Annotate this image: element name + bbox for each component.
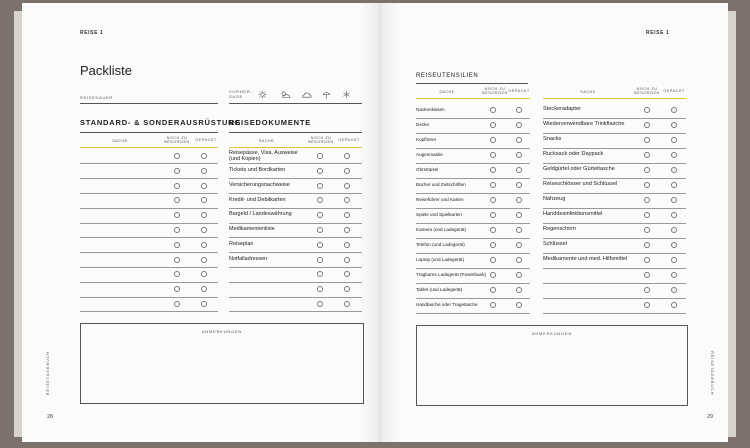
row-divider	[80, 252, 218, 253]
item-label: Reiseführer und Karten	[416, 196, 464, 202]
item-label: Spiele und Spielkarten	[416, 211, 462, 217]
row-divider	[80, 267, 218, 268]
item-label: Regenschirm	[543, 226, 576, 233]
row-divider	[543, 163, 686, 164]
row-divider	[229, 267, 362, 268]
checkbox-noch-zu-besorgen[interactable]	[174, 197, 180, 203]
checkbox-gepackt[interactable]	[516, 122, 522, 128]
row-divider	[543, 313, 686, 314]
row-divider	[416, 313, 530, 314]
side-label: REISETAGEBUCH	[710, 351, 715, 396]
checkbox-gepackt[interactable]	[344, 212, 350, 218]
section-title-utensils: REISEUTENSILIEN	[416, 73, 479, 79]
checkbox-noch-zu-besorgen[interactable]	[490, 212, 496, 218]
checkbox-gepackt[interactable]	[671, 227, 677, 233]
column-header-gepackt: GEPACKT	[195, 138, 217, 142]
checkbox-gepackt[interactable]	[201, 286, 207, 292]
checkbox-gepackt[interactable]	[671, 167, 677, 173]
checkbox-noch-zu-besorgen[interactable]	[317, 153, 323, 159]
checkbox-noch-zu-besorgen[interactable]	[490, 242, 496, 248]
item-label: Ohrstöpsel	[416, 166, 439, 172]
item-label: Kredit- und Debitkarten	[229, 196, 286, 203]
checkbox-gepackt[interactable]	[344, 227, 350, 233]
item-label: Geldgürtel oder Gürteltasche	[543, 166, 615, 173]
row-divider	[416, 133, 530, 134]
column-header-noch-zu-besorgen: NOCH ZU BESORGEN	[164, 136, 190, 144]
open-book	[8, 3, 742, 442]
item-label: Rucksack oder Daypack	[543, 151, 604, 158]
column-header-noch-zu-besorgen: NOCH ZU BESORGEN	[308, 136, 334, 144]
item-label: Handtasche oder Tragetasche	[416, 301, 478, 307]
sun-icon	[258, 90, 267, 99]
row-divider	[229, 237, 362, 238]
row-divider	[416, 268, 530, 269]
row-divider	[416, 118, 530, 119]
item-label: Handdesinfektionsmittel	[543, 211, 603, 218]
reisedauer-label: REISEDAUER	[80, 95, 114, 100]
checkbox-noch-zu-besorgen[interactable]	[644, 227, 650, 233]
section-rule	[416, 83, 528, 84]
checkbox-noch-zu-besorgen[interactable]	[644, 287, 650, 293]
row-divider	[80, 193, 218, 194]
item-label: Decke	[416, 121, 430, 127]
item-label: Notfalladressen	[229, 255, 268, 262]
page-edges-left	[14, 11, 22, 437]
section-rule	[229, 132, 362, 133]
snowflake-icon	[342, 90, 351, 99]
row-divider	[229, 193, 362, 194]
checkbox-noch-zu-besorgen[interactable]	[644, 257, 650, 263]
checkbox-gepackt[interactable]	[344, 153, 350, 159]
checkbox-noch-zu-besorgen[interactable]	[174, 242, 180, 248]
item-label: Laptop (und Ladegerät)	[416, 256, 465, 262]
row-divider	[543, 238, 686, 239]
checkbox-noch-zu-besorgen[interactable]	[174, 286, 180, 292]
checkbox-noch-zu-besorgen[interactable]	[490, 137, 496, 143]
checkbox-gepackt[interactable]	[201, 271, 207, 277]
checkbox-noch-zu-besorgen[interactable]	[317, 197, 323, 203]
notes-label: ANMERKUNGEN	[531, 331, 573, 336]
checkbox-noch-zu-besorgen[interactable]	[644, 152, 650, 158]
row-divider	[80, 208, 218, 209]
column-header-sache: SACHE	[112, 139, 128, 143]
notes-box[interactable]	[80, 323, 364, 404]
row-divider	[543, 193, 686, 194]
row-divider	[229, 252, 362, 253]
section-rule	[80, 132, 218, 133]
checkbox-noch-zu-besorgen[interactable]	[174, 212, 180, 218]
left-page	[22, 3, 380, 442]
checkbox-gepackt[interactable]	[516, 197, 522, 203]
checkbox-gepackt[interactable]	[516, 227, 522, 233]
weather-label: VORHER- SAGE	[229, 89, 253, 99]
checkbox-noch-zu-besorgen[interactable]	[174, 257, 180, 263]
checkbox-gepackt[interactable]	[344, 183, 350, 189]
row-divider	[416, 193, 530, 194]
item-label: Snacks	[543, 136, 562, 143]
checkbox-gepackt[interactable]	[516, 182, 522, 188]
checkbox-noch-zu-besorgen[interactable]	[317, 257, 323, 263]
checkbox-noch-zu-besorgen[interactable]	[490, 272, 496, 278]
cloud-icon	[301, 90, 312, 99]
checkbox-noch-zu-besorgen[interactable]	[317, 227, 323, 233]
column-header-sache: SACHE	[580, 90, 596, 94]
item-label: Nackenkissen	[416, 106, 445, 112]
item-label: Schlüssel	[543, 241, 567, 248]
checkbox-gepackt[interactable]	[516, 302, 522, 308]
checkbox-gepackt[interactable]	[671, 107, 677, 113]
checkbox-gepackt[interactable]	[201, 212, 207, 218]
checkbox-gepackt[interactable]	[671, 242, 677, 248]
checkbox-noch-zu-besorgen[interactable]	[317, 212, 323, 218]
checkbox-gepackt[interactable]	[671, 152, 677, 158]
checkbox-gepackt[interactable]	[671, 257, 677, 263]
checkbox-noch-zu-besorgen[interactable]	[174, 183, 180, 189]
checkbox-noch-zu-besorgen[interactable]	[317, 183, 323, 189]
column-header-gepackt: GEPACKT	[508, 89, 530, 93]
row-divider	[416, 178, 530, 179]
row-divider	[543, 223, 686, 224]
checkbox-noch-zu-besorgen[interactable]	[644, 137, 650, 143]
checkbox-noch-zu-besorgen[interactable]	[490, 287, 496, 293]
checkbox-noch-zu-besorgen[interactable]	[490, 197, 496, 203]
row-divider	[543, 208, 686, 209]
header-underline	[229, 147, 362, 148]
row-divider	[416, 223, 530, 224]
checkbox-gepackt[interactable]	[516, 272, 522, 278]
header-underline	[543, 98, 686, 99]
item-label: Kamera (und Ladegerät)	[416, 226, 467, 232]
row-divider	[543, 253, 686, 254]
checkbox-noch-zu-besorgen[interactable]	[317, 286, 323, 292]
checkbox-noch-zu-besorgen[interactable]	[490, 227, 496, 233]
checkbox-noch-zu-besorgen[interactable]	[644, 107, 650, 113]
umbrella-icon	[322, 90, 331, 99]
column-header-gepackt: GEPACKT	[663, 89, 685, 93]
item-label: Tragbares Ladegerät (Powerbank)	[416, 271, 487, 277]
checkbox-noch-zu-besorgen[interactable]	[317, 301, 323, 307]
row-divider	[543, 298, 686, 299]
column-header-noch-zu-besorgen: NOCH ZU BESORGEN	[634, 87, 660, 95]
item-label: Telefon (und Ladegerät)	[416, 241, 465, 247]
weather-line	[229, 103, 362, 104]
notes-label: ANMERKUNGEN	[201, 329, 243, 334]
item-label: Bargeld / Landeswährung	[229, 211, 292, 218]
running-head: REISE 1	[80, 30, 104, 36]
row-divider	[229, 282, 362, 283]
row-divider	[229, 311, 362, 312]
checkbox-noch-zu-besorgen[interactable]	[644, 272, 650, 278]
section-title-equipment: STANDARD- & SONDERAUSRÜSTUNG	[80, 118, 242, 127]
row-divider	[80, 297, 218, 298]
checkbox-gepackt[interactable]	[671, 182, 677, 188]
checkbox-gepackt[interactable]	[344, 257, 350, 263]
row-divider	[543, 283, 686, 284]
row-divider	[229, 223, 362, 224]
checkbox-gepackt[interactable]	[516, 242, 522, 248]
item-label: Tablet (und Ladegerät)	[416, 286, 463, 292]
row-divider	[80, 237, 218, 238]
checkbox-noch-zu-besorgen[interactable]	[317, 242, 323, 248]
checkbox-noch-zu-besorgen[interactable]	[174, 153, 180, 159]
row-divider	[543, 133, 686, 134]
checkbox-gepackt[interactable]	[516, 137, 522, 143]
item-label: Bücher und Zeitschriften	[416, 181, 466, 187]
column-header-sache: SACHE	[439, 90, 455, 94]
checkbox-gepackt[interactable]	[201, 227, 207, 233]
checkbox-gepackt[interactable]	[344, 301, 350, 307]
checkbox-noch-zu-besorgen[interactable]	[490, 107, 496, 113]
checkbox-gepackt[interactable]	[201, 197, 207, 203]
row-divider	[229, 297, 362, 298]
item-label: Augenmaske	[416, 151, 443, 157]
item-label: Medikamente und med. Hilfsmittel	[543, 256, 628, 263]
row-divider	[80, 223, 218, 224]
checkbox-gepackt[interactable]	[516, 287, 522, 293]
row-divider	[416, 238, 530, 239]
checkbox-gepackt[interactable]	[201, 301, 207, 307]
column-header-gepackt: GEPACKT	[338, 138, 360, 142]
checkbox-noch-zu-besorgen[interactable]	[490, 152, 496, 158]
row-divider	[543, 118, 686, 119]
row-divider	[416, 208, 530, 209]
checkbox-noch-zu-besorgen[interactable]	[174, 168, 180, 174]
right-page	[380, 3, 728, 442]
row-divider	[543, 148, 686, 149]
row-divider	[543, 268, 686, 269]
checkbox-noch-zu-besorgen[interactable]	[644, 302, 650, 308]
checkbox-noch-zu-besorgen[interactable]	[644, 182, 650, 188]
checkbox-noch-zu-besorgen[interactable]	[644, 242, 650, 248]
checkbox-gepackt[interactable]	[344, 242, 350, 248]
row-divider	[80, 282, 218, 283]
row-divider	[229, 163, 362, 164]
row-divider	[416, 253, 530, 254]
page-title: Packliste	[80, 63, 133, 78]
checkbox-gepackt[interactable]	[344, 286, 350, 292]
checkbox-gepackt[interactable]	[344, 197, 350, 203]
item-label: Reiseplan	[229, 241, 254, 248]
row-divider	[416, 148, 530, 149]
checkbox-gepackt[interactable]	[516, 212, 522, 218]
row-divider	[416, 163, 530, 164]
row-divider	[80, 178, 218, 179]
page-number: 29	[707, 414, 714, 420]
item-label: Medikamentenliste	[229, 226, 275, 233]
checkbox-noch-zu-besorgen[interactable]	[644, 122, 650, 128]
checkbox-gepackt[interactable]	[516, 107, 522, 113]
item-label: Reisepässe, Visa, Ausweise (und Kopien)	[229, 149, 298, 162]
checkbox-gepackt[interactable]	[671, 122, 677, 128]
header-underline	[416, 98, 530, 99]
checkbox-gepackt[interactable]	[516, 257, 522, 263]
notes-box[interactable]	[416, 325, 688, 406]
checkbox-gepackt[interactable]	[671, 197, 677, 203]
checkbox-noch-zu-besorgen[interactable]	[644, 167, 650, 173]
row-divider	[543, 178, 686, 179]
checkbox-noch-zu-besorgen[interactable]	[490, 302, 496, 308]
item-label: Tickets und Bordkarten	[229, 167, 286, 174]
checkbox-noch-zu-besorgen[interactable]	[317, 168, 323, 174]
row-divider	[416, 298, 530, 299]
checkbox-noch-zu-besorgen[interactable]	[490, 122, 496, 128]
checkbox-gepackt[interactable]	[671, 212, 677, 218]
checkbox-noch-zu-besorgen[interactable]	[174, 227, 180, 233]
item-label: Kopfhörer	[416, 136, 437, 142]
header-underline	[80, 147, 218, 148]
row-divider	[80, 163, 218, 164]
checkbox-gepackt[interactable]	[201, 257, 207, 263]
checkbox-noch-zu-besorgen[interactable]	[174, 301, 180, 307]
checkbox-gepackt[interactable]	[344, 168, 350, 174]
item-label: Wiederverwendbare Trinkflasche	[543, 121, 625, 128]
checkbox-gepackt[interactable]	[516, 167, 522, 173]
checkbox-noch-zu-besorgen[interactable]	[174, 271, 180, 277]
checkbox-noch-zu-besorgen[interactable]	[644, 197, 650, 203]
running-head: REISE 1	[646, 30, 670, 36]
checkbox-gepackt[interactable]	[671, 272, 677, 278]
checkbox-gepackt[interactable]	[201, 242, 207, 248]
checkbox-noch-zu-besorgen[interactable]	[644, 212, 650, 218]
column-header-sache: SACHE	[258, 139, 275, 143]
row-divider	[80, 311, 218, 312]
section-title-documents: REISEDOKUMENTE	[229, 118, 312, 127]
checkbox-gepackt[interactable]	[201, 168, 207, 174]
checkbox-gepackt[interactable]	[201, 153, 207, 159]
row-divider	[229, 178, 362, 179]
column-header-noch-zu-besorgen: NOCH ZU BESORGEN	[482, 87, 508, 95]
row-divider	[229, 208, 362, 209]
checkbox-noch-zu-besorgen[interactable]	[490, 257, 496, 263]
item-label: Steckeradapter	[543, 106, 581, 113]
reisedauer-line	[80, 103, 218, 104]
checkbox-gepackt[interactable]	[671, 287, 677, 293]
checkbox-gepackt[interactable]	[516, 152, 522, 158]
checkbox-gepackt[interactable]	[671, 137, 677, 143]
checkbox-noch-zu-besorgen[interactable]	[317, 271, 323, 277]
side-label: REISETAGEBUCH	[45, 351, 50, 396]
page-edges-right	[728, 11, 736, 437]
checkbox-gepackt[interactable]	[671, 302, 677, 308]
checkbox-noch-zu-besorgen[interactable]	[490, 182, 496, 188]
checkbox-gepackt[interactable]	[344, 271, 350, 277]
item-label: Nähzeug	[543, 196, 566, 203]
row-divider	[416, 283, 530, 284]
item-label: Versicherungsnachweise	[229, 181, 290, 188]
checkbox-gepackt[interactable]	[201, 183, 207, 189]
page-number: 28	[47, 414, 54, 420]
checkbox-noch-zu-besorgen[interactable]	[490, 167, 496, 173]
item-label: Reiseschlösser und Schlüssel	[543, 181, 618, 188]
sun-cloud-icon	[280, 90, 291, 99]
